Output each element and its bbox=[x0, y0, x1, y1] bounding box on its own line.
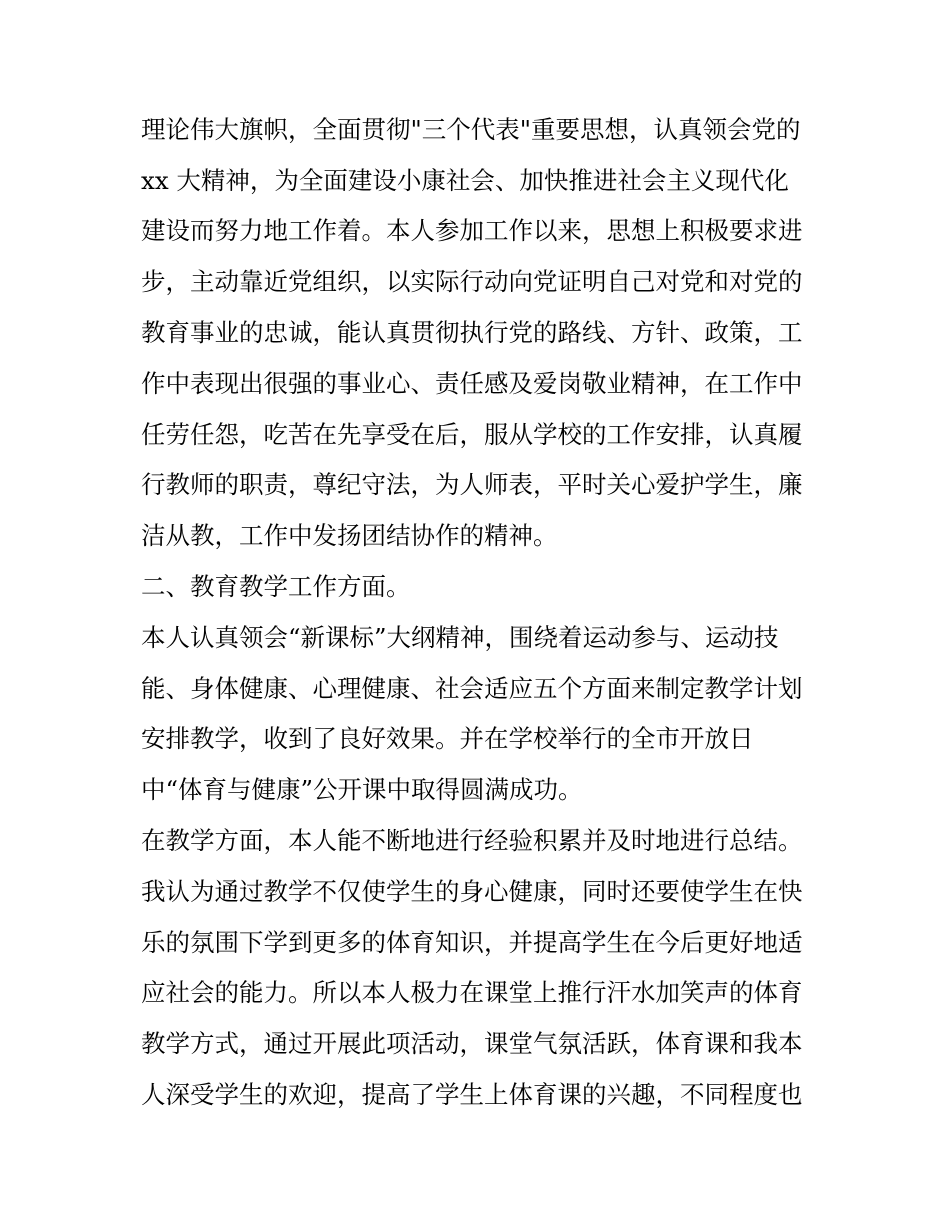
text-line: 洁从教，工作中发扬团结协作的精神。 bbox=[141, 521, 558, 550]
text-line: 步，主动靠近党组织，以实际行动向党证明自己对党和对党的 bbox=[141, 267, 803, 296]
text-line: 在教学方面，本人能不断地进行经验积累并及时地进行总结。 bbox=[141, 826, 803, 855]
text-line: 行教师的职责，尊纪守法，为人师表，平时关心爱护学生，廉 bbox=[141, 470, 803, 499]
text-line: 建设而努力地工作着。本人参加工作以来，思想上积极要求进 bbox=[141, 216, 803, 245]
text-line: 本人认真领会“新课标”大纲精神，围绕着运动参与、运动技 bbox=[141, 623, 779, 652]
text-line: xx 大精神，为全面建设小康社会、加快推进社会主义现代化 bbox=[141, 166, 789, 195]
text-line: 我认为通过教学不仅使学生的身心健康，同时还要使学生在快 bbox=[141, 877, 803, 906]
text-line: 教育事业的忠诚，能认真贯彻执行党的路线、方针、政策，工 bbox=[141, 318, 803, 347]
text-line: 安排教学，收到了良好效果。并在学校举行的全市开放日 bbox=[141, 724, 754, 753]
text-line: 乐的氛围下学到更多的体育知识，并提高学生在今后更好地适 bbox=[141, 928, 803, 957]
section-heading: 二、教育教学工作方面。 bbox=[141, 572, 411, 601]
text-line: 作中表现出很强的事业心、责任感及爱岗敬业精神，在工作中 bbox=[141, 369, 803, 398]
text-line: 任劳任怨，吃苦在先享受在后，服从学校的工作安排，认真履 bbox=[141, 420, 803, 449]
text-line: 教学方式，通过开展此项活动，课堂气氛活跃，体育课和我本 bbox=[141, 1029, 803, 1058]
text-line: 应社会的能力。所以本人极力在课堂上推行汗水加笑声的体育 bbox=[141, 978, 803, 1007]
text-line: 能、身体健康、心理健康、社会适应五个方面来制定教学计划 bbox=[141, 674, 803, 703]
text-line: 理论伟大旗帜，全面贯彻"三个代表"重要思想，认真领会党的 bbox=[141, 115, 801, 144]
text-line: 人深受学生的欢迎，提高了学生上体育课的兴趣，不同程度也 bbox=[141, 1080, 803, 1109]
text-line: 中“体育与健康”公开课中取得圆满成功。 bbox=[141, 775, 583, 804]
